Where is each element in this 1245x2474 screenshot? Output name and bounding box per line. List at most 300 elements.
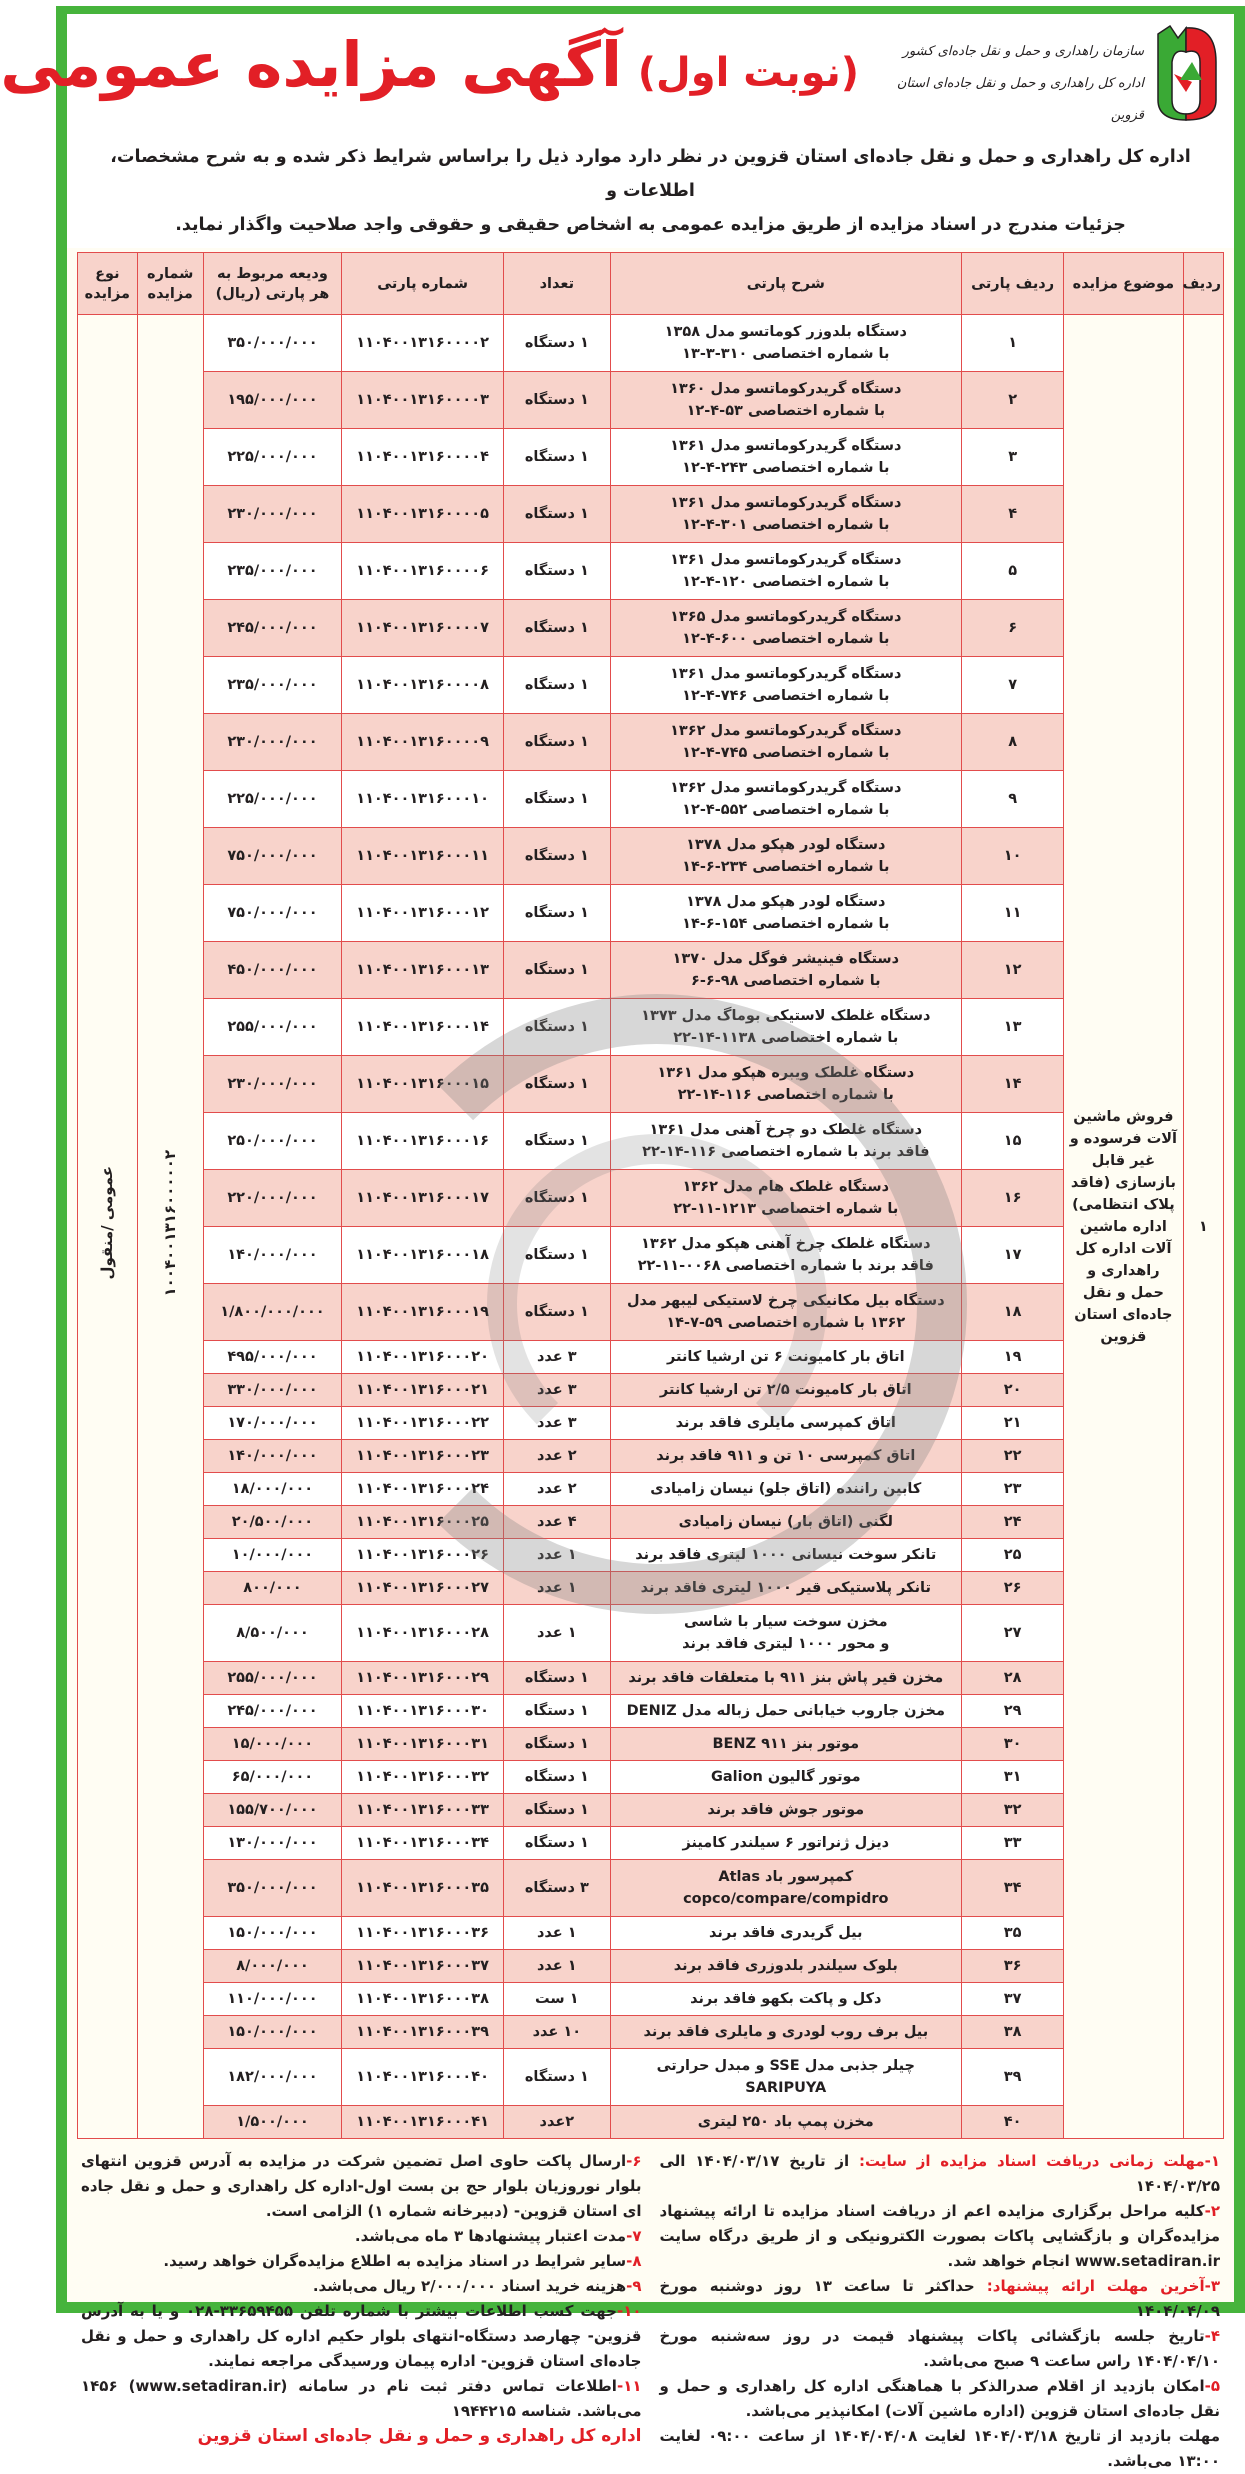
- title-main: آگهی مزایده عمومی: [0, 28, 623, 101]
- lot-row-number: ۵: [962, 543, 1064, 600]
- lot-row-number: ۱۴: [962, 1056, 1064, 1113]
- lot-quantity: ۱ دستگاه: [504, 2049, 611, 2106]
- lot-deposit: ۷۵۰/۰۰۰/۰۰۰: [203, 885, 341, 942]
- lot-deposit: ۲۴۵/۰۰۰/۰۰۰: [203, 1695, 341, 1728]
- lot-description-line-1: دستگاه گریدرکوماتسو مدل ۱۳۶۱: [670, 666, 902, 682]
- lot-number: ۱۱۰۴۰۰۱۳۱۶۰۰۰۰۳: [342, 372, 504, 429]
- lot-description-line-1: دیزل ژنراتور ۶ سیلندر کامینز: [682, 1835, 890, 1851]
- note-text: مدت اعتبار پیشنهادها ۳ ماه می‌باشد.: [354, 2227, 627, 2245]
- col-auction-number: شماره مزایده: [137, 253, 203, 315]
- note-number: ۴-: [1204, 2327, 1220, 2345]
- lot-number: ۱۱۰۴۰۰۱۳۱۶۰۰۰۱۶: [342, 1113, 504, 1170]
- intro-line-1: اداره کل راهداری و حمل و نقل جاده‌ای استان قزوین در نظر دارد موارد ذیل را براساس شرایط ذکر شده و به شرح مشخصات، اطلاعات و: [110, 147, 1191, 201]
- lot-quantity: ۲ عدد: [504, 1473, 611, 1506]
- lot-deposit: ۱۴۰/۰۰۰/۰۰۰: [203, 1440, 341, 1473]
- lot-description: [610, 1860, 961, 1917]
- lot-deposit: ۲۲۵/۰۰۰/۰۰۰: [203, 771, 341, 828]
- lot-description: [610, 1983, 961, 2016]
- org-line-provincial: اداره کل راهداری و حمل و نقل جاده‌ای استان قزوین: [896, 76, 1144, 123]
- lot-row-number: ۲۸: [962, 1662, 1064, 1695]
- lot-description-line-2: با شماره اختصاصی ۱۱۶-۱۴-۲۲: [677, 1087, 894, 1103]
- lot-description-line-1: بیل گریدری فاقد برند: [709, 1925, 863, 1941]
- lot-description-line-2: copco/compare/compidro: [683, 1891, 889, 1907]
- lot-description-line-1: لگنی (اتاق بار) نیسان زامیادی: [678, 1514, 893, 1530]
- lot-deposit: ۲۵۵/۰۰۰/۰۰۰: [203, 999, 341, 1056]
- lot-description: [610, 429, 961, 486]
- lot-description: [610, 1662, 961, 1695]
- lot-description: [610, 1572, 961, 1605]
- lot-description: [610, 771, 961, 828]
- lot-row-number: ۲۹: [962, 1695, 1064, 1728]
- table-row: [78, 714, 1224, 771]
- lot-deposit: ۴۹۵/۰۰۰/۰۰۰: [203, 1341, 341, 1374]
- lot-number: ۱۱۰۴۰۰۱۳۱۶۰۰۰۱۵: [342, 1056, 504, 1113]
- lot-description: [610, 1728, 961, 1761]
- lot-number: ۱۱۰۴۰۰۱۳۱۶۰۰۰۱۸: [342, 1227, 504, 1284]
- lot-row-number: ۱۶: [962, 1170, 1064, 1227]
- table-row: [78, 2049, 1224, 2106]
- lot-number: ۱۱۰۴۰۰۱۳۱۶۰۰۰۲۹: [342, 1662, 504, 1695]
- lot-description: [610, 2016, 961, 2049]
- lot-deposit: ۲۳۰/۰۰۰/۰۰۰: [203, 1056, 341, 1113]
- table-row: [78, 1506, 1224, 1539]
- lot-description-line-1: مخزن سوخت سیار با شاسی: [683, 1614, 888, 1630]
- lot-quantity: ۱ دستگاه: [504, 543, 611, 600]
- condition-note: [660, 2374, 1221, 2424]
- lot-number: ۱۱۰۴۰۰۱۳۱۶۰۰۰۲۵: [342, 1506, 504, 1539]
- lot-quantity: ۱ دستگاه: [504, 1827, 611, 1860]
- lot-deposit: ۱۰/۰۰۰/۰۰۰: [203, 1539, 341, 1572]
- lot-description: [610, 1056, 961, 1113]
- lot-description-line-1: مخزن پمپ باد ۲۵۰ لیتری: [697, 2114, 874, 2130]
- lot-row-number: ۳۳: [962, 1827, 1064, 1860]
- lot-description: [610, 1827, 961, 1860]
- col-description: شرح پارتی: [610, 253, 961, 315]
- lot-quantity: ۱ عدد: [504, 1572, 611, 1605]
- table-row: [78, 1860, 1224, 1917]
- table-row: [78, 1341, 1224, 1374]
- note-text: از تاریخ ۱۴۰۴/۰۳/۱۷ الی ۱۴۰۴/۰۳/۲۵: [659, 2152, 1220, 2195]
- lot-description-line-2: فاقد برند با شماره اختصاصی ۱۱۶-۱۴-۲۲: [642, 1144, 930, 1160]
- lot-deposit: ۳۵۰/۰۰۰/۰۰۰: [203, 1860, 341, 1917]
- rmto-logo-icon: [1152, 22, 1220, 122]
- lot-row-number: ۳۹: [962, 2049, 1064, 2106]
- lot-row-number: ۱۳: [962, 999, 1064, 1056]
- lot-row-number: ۸: [962, 714, 1064, 771]
- table-row: [78, 1728, 1224, 1761]
- lot-description-line-2: با شماره اختصاصی ۲۳۴-۶-۱۴: [682, 859, 890, 875]
- lot-row-number: ۱۹: [962, 1341, 1064, 1374]
- table-row: [78, 1605, 1224, 1662]
- col-subject: موضوع مزایده: [1064, 253, 1183, 315]
- notice-footer: [67, 2139, 1234, 2474]
- note-text: امکان بازدید از اقلام صدرالذکر با هماهنگی اداره کل راهداری و حمل و نقل جاده‌ای استان قزوین (اداره ماشین آلات) امکانپذیر می‌باشد.: [659, 2377, 1220, 2420]
- lot-number: ۱۱۰۴۰۰۱۳۱۶۰۰۰۱۰: [342, 771, 504, 828]
- lot-deposit: ۲۳۵/۰۰۰/۰۰۰: [203, 543, 341, 600]
- lot-number: ۱۱۰۴۰۰۱۳۱۶۰۰۰۲۸: [342, 1605, 504, 1662]
- lot-description-line-1: دستگاه گریدرکوماتسو مدل ۱۳۶۰: [670, 381, 902, 397]
- lot-description-line-1: دستگاه گریدرکوماتسو مدل ۱۳۶۲: [670, 780, 902, 796]
- lot-number: ۱۱۰۴۰۰۱۳۱۶۰۰۰۳۲: [342, 1761, 504, 1794]
- lot-description: [610, 2049, 961, 2106]
- lot-number: ۱۱۰۴۰۰۱۳۱۶۰۰۰۰۲: [342, 315, 504, 372]
- lot-description-line-1: اتاق بار کامیونت ۶ تن ارشیا کانتر: [667, 1349, 905, 1365]
- lot-quantity: ۱ دستگاه: [504, 771, 611, 828]
- lot-description-line-1: موتور گالیون Galion: [710, 1769, 861, 1785]
- lots-table: [77, 252, 1224, 2139]
- lot-description: [610, 999, 961, 1056]
- lot-row-number: ۲۲: [962, 1440, 1064, 1473]
- table-row: [78, 543, 1224, 600]
- table-row: [78, 1440, 1224, 1473]
- lot-description-line-1: دستگاه بلدوزر کوماتسو مدل ۱۳۵۸: [664, 324, 907, 340]
- col-deposit: ودیعه مربوط به هر پارتی (ریال): [203, 253, 341, 315]
- table-row: [78, 1950, 1224, 1983]
- lot-deposit: ۱۷۰/۰۰۰/۰۰۰: [203, 1407, 341, 1440]
- lot-deposit: ۱/۸۰۰/۰۰۰/۰۰۰: [203, 1284, 341, 1341]
- lot-description-line-1: دستگاه غلطک دو چرخ آهنی مدل ۱۳۶۱: [649, 1122, 923, 1138]
- lot-description: [610, 543, 961, 600]
- lot-description: [610, 1539, 961, 1572]
- lot-description: [610, 372, 961, 429]
- lot-number: ۱۱۰۴۰۰۱۳۱۶۰۰۰۲۷: [342, 1572, 504, 1605]
- lot-deposit: ۱/۵۰۰/۰۰۰: [203, 2106, 341, 2139]
- lot-description: [610, 600, 961, 657]
- table-row: [78, 657, 1224, 714]
- auction-subject: فروش ماشین آلات فرسوده و غیر قابل بازسازی (فاقد پلاک انتظامی) اداره ماشین آلات اداره کل راهداری و حمل و نقل جاده‌ای استان قزوین: [1069, 1108, 1178, 1345]
- lot-description-line-1: دستگاه غلطک چرخ آهنی هپکو مدل ۱۳۶۲: [641, 1236, 931, 1252]
- table-row: [78, 1539, 1224, 1572]
- lot-deposit: ۱۸۲/۰۰۰/۰۰۰: [203, 2049, 341, 2106]
- lot-description: [610, 942, 961, 999]
- note-number: ۱-: [1204, 2152, 1220, 2170]
- lot-description: [610, 1170, 961, 1227]
- condition-note: [81, 2299, 642, 2374]
- lot-description-line-1: بیل برف روب لودری و مایلری فاقد برند: [643, 2024, 929, 2040]
- lot-number: ۱۱۰۴۰۰۱۳۱۶۰۰۰۳۷: [342, 1950, 504, 1983]
- lot-quantity: ۱ عدد: [504, 1917, 611, 1950]
- lot-number: ۱۱۰۴۰۰۱۳۱۶۰۰۰۰۶: [342, 543, 504, 600]
- lot-deposit: ۱۱۰/۰۰۰/۰۰۰: [203, 1983, 341, 2016]
- lot-description-line-2: و محور ۱۰۰۰ لیتری فاقد برند: [682, 1636, 890, 1652]
- lot-row-number: ۱۱: [962, 885, 1064, 942]
- lot-quantity: ۱ دستگاه: [504, 1695, 611, 1728]
- auction-notice: [0, 6, 1245, 2470]
- lot-quantity: ۲عدد: [504, 2106, 611, 2139]
- table-row: [78, 1983, 1224, 2016]
- table-row: [78, 828, 1224, 885]
- lot-description: [610, 1794, 961, 1827]
- lot-number: ۱۱۰۴۰۰۱۳۱۶۰۰۰۱۹: [342, 1284, 504, 1341]
- note-text: اطلاعات تماس دفتر ثبت نام در سامانه (www.setadiran.ir) ۱۴۵۶ می‌باشد. شناسه ۱۹۴۴۲۱۵: [81, 2377, 642, 2420]
- lot-quantity: ۱ دستگاه: [504, 1662, 611, 1695]
- lot-deposit: ۲۳۰/۰۰۰/۰۰۰: [203, 486, 341, 543]
- lot-quantity: ۳ عدد: [504, 1341, 611, 1374]
- note-text: جهت کسب اطلاعات بیشتر با شماره تلفن ۳۳۶۵۹۴۵۵-۰۲۸ و یا به آدرس قزوین- چهارصد دستگاه-انتهای بلوار حکیم اداره کل راهداری و حمل و نقل جاده‌ای استان قزوین- اداره پیمان ورسیدگی مراجعه نمایند.: [81, 2302, 642, 2370]
- note-number: ۵-: [1204, 2377, 1220, 2395]
- lot-deposit: ۲۲۰/۰۰۰/۰۰۰: [203, 1170, 341, 1227]
- condition-note: [660, 2199, 1221, 2274]
- lot-description: [610, 1374, 961, 1407]
- table-row: [78, 771, 1224, 828]
- lot-description: [610, 1605, 961, 1662]
- lot-description-line-2: با شماره اختصاصی ۶۰۰-۴-۱۲: [682, 631, 890, 647]
- table-row: [78, 2016, 1224, 2049]
- lot-description: [610, 2106, 961, 2139]
- lot-description-line-1: مخزن جاروب خیابانی حمل زباله مدل DENIZ: [626, 1703, 945, 1719]
- lot-description: [610, 1950, 961, 1983]
- lot-quantity: ۱ دستگاه: [504, 999, 611, 1056]
- auction-number: ۱۰۰۴۰۰۱۳۱۶۰۰۰۰۰۲: [161, 1149, 180, 1297]
- lot-row-number: ۳۰: [962, 1728, 1064, 1761]
- auction-type-cell: [78, 315, 138, 2139]
- note-text: حداکثر تا ساعت ۱۳ روز دوشنبه مورخ ۱۴۰۴/۰۴/۰۹: [659, 2277, 1220, 2320]
- lot-row-number: ۱: [962, 315, 1064, 372]
- lot-number: ۱۱۰۴۰۰۱۳۱۶۰۰۰۳۹: [342, 2016, 504, 2049]
- lot-deposit: ۳۵۰/۰۰۰/۰۰۰: [203, 315, 341, 372]
- lot-quantity: ۱ دستگاه: [504, 1284, 611, 1341]
- organization-names: [884, 36, 1144, 132]
- lot-row-number: ۳: [962, 429, 1064, 486]
- note-number: ۱۱-: [616, 2377, 642, 2395]
- lot-description: [610, 1917, 961, 1950]
- lot-description-line-1: دستگاه گریدرکوماتسو مدل ۱۳۶۲: [670, 723, 902, 739]
- lot-number: ۱۱۰۴۰۰۱۳۱۶۰۰۰۲۳: [342, 1440, 504, 1473]
- lot-description-line-1: دستگاه گریدرکوماتسو مدل ۱۳۶۱: [670, 438, 902, 454]
- lot-quantity: ۱ دستگاه: [504, 714, 611, 771]
- lot-row-number: ۳۸: [962, 2016, 1064, 2049]
- lot-row-number: ۱۷: [962, 1227, 1064, 1284]
- condition-note: [660, 2424, 1221, 2474]
- lot-deposit: ۲۰/۵۰۰/۰۰۰: [203, 1506, 341, 1539]
- lot-row-number: ۱۵: [962, 1113, 1064, 1170]
- lot-number: ۱۱۰۴۰۰۱۳۱۶۰۰۰۰۴: [342, 429, 504, 486]
- signoff-organization: اداره کل راهداری و حمل و نقل جاده‌ای استان قزوین: [197, 2426, 642, 2446]
- lot-quantity: ۱ دستگاه: [504, 1728, 611, 1761]
- note-label: مهلت زمانی دریافت اسناد مزایده از سایت:: [859, 2152, 1205, 2170]
- lot-description-line-1: کمپرسور باد Atlas: [718, 1869, 854, 1885]
- condition-note: [660, 2274, 1221, 2324]
- table-header-row: [78, 253, 1224, 315]
- lot-deposit: ۲۲۵/۰۰۰/۰۰۰: [203, 429, 341, 486]
- note-text: سایر شرایط در اسناد مزایده به اطلاع مزایده‌گران خواهد رسید.: [163, 2252, 627, 2270]
- lot-quantity: ۱ دستگاه: [504, 1761, 611, 1794]
- note-number: ۳-: [1204, 2277, 1221, 2295]
- lot-description: [610, 1227, 961, 1284]
- lot-row-number: ۲: [962, 372, 1064, 429]
- lot-description-line-1: تانکر پلاستیکی قیر ۱۰۰۰ لیتری فاقد برند: [640, 1580, 931, 1596]
- lot-quantity: ۱ دستگاه: [504, 657, 611, 714]
- col-lot-row: ردیف پارتی: [962, 253, 1064, 315]
- table-row: [78, 1761, 1224, 1794]
- lot-number: ۱۱۰۴۰۰۱۳۱۶۰۰۰۱۷: [342, 1170, 504, 1227]
- table-row: [78, 486, 1224, 543]
- lot-deposit: ۱۳۰/۰۰۰/۰۰۰: [203, 1827, 341, 1860]
- lot-description-line-1: اتاق بار کامیونت ۲/۵ تن ارشیا کانتر: [659, 1382, 912, 1398]
- lot-description-line-1: دستگاه گریدرکوماتسو مدل ۱۳۶۵: [670, 609, 902, 625]
- col-quantity: تعداد: [504, 253, 611, 315]
- table-row: [78, 1827, 1224, 1860]
- lot-number: ۱۱۰۴۰۰۱۳۱۶۰۰۰۲۲: [342, 1407, 504, 1440]
- lot-description-line-1: بلوک سیلندر بلدوزری فاقد برند: [673, 1958, 898, 1974]
- lot-description-line-1: اتاق کمپرسی ۱۰ تن و ۹۱۱ فاقد برند: [656, 1448, 916, 1464]
- lot-description-line-1: موتور بنز ۹۱۱ BENZ: [712, 1736, 860, 1752]
- notice-header: [0, 14, 1234, 136]
- lot-description-line-1: تانکر سوخت نیسانی ۱۰۰۰ لیتری فاقد برند: [635, 1547, 937, 1563]
- lot-deposit: ۴۵۰/۰۰۰/۰۰۰: [203, 942, 341, 999]
- table-row: [78, 1572, 1224, 1605]
- note-number: ۷-: [626, 2227, 642, 2245]
- lot-deposit: ۱۹۵/۰۰۰/۰۰۰: [203, 372, 341, 429]
- table-row: [78, 315, 1224, 372]
- lot-row-number: ۷: [962, 657, 1064, 714]
- lot-description-line-2: با شماره اختصاصی ۵۵۲-۴-۱۲: [682, 802, 890, 818]
- condition-note: [660, 2149, 1221, 2199]
- lot-deposit: ۱۵۵/۷۰۰/۰۰۰: [203, 1794, 341, 1827]
- lot-row-number: ۳۱: [962, 1761, 1064, 1794]
- lot-quantity: ۱ دستگاه: [504, 885, 611, 942]
- lot-quantity: ۴ عدد: [504, 1506, 611, 1539]
- lot-number: ۱۱۰۴۰۰۱۳۱۶۰۰۰۰۷: [342, 600, 504, 657]
- lot-quantity: ۱ عدد: [504, 1539, 611, 1572]
- lot-row-number: ۴: [962, 486, 1064, 543]
- lot-description-line-2: با شماره اختصاصی ۵۳-۴-۱۲: [686, 403, 886, 419]
- lot-row-number: ۱۲: [962, 942, 1064, 999]
- lot-quantity: ۱ دستگاه: [504, 315, 611, 372]
- lot-description-line-1: دستگاه گریدرکوماتسو مدل ۱۳۶۱: [670, 495, 902, 511]
- note-number: ۱۰-: [616, 2302, 642, 2320]
- lot-row-number: ۲۵: [962, 1539, 1064, 1572]
- lot-description-line-1: دستگاه غلطک ویبره هپکو مدل ۱۳۶۱: [657, 1065, 915, 1081]
- lot-deposit: ۸/۵۰۰/۰۰۰: [203, 1605, 341, 1662]
- lot-row-number: ۳۲: [962, 1794, 1064, 1827]
- lot-number: ۱۱۰۴۰۰۱۳۱۶۰۰۰۱۳: [342, 942, 504, 999]
- lot-number: ۱۱۰۴۰۰۱۳۱۶۰۰۰۲۱: [342, 1374, 504, 1407]
- lot-row-number: ۳۴: [962, 1860, 1064, 1917]
- lot-description-line-2: ۱۳۶۲ با شماره اختصاصی ۵۹-۷-۱۴: [666, 1315, 906, 1331]
- condition-note: [81, 2224, 642, 2249]
- col-lot-number: شماره پارتی: [342, 253, 504, 315]
- lot-description: [610, 1695, 961, 1728]
- lot-deposit: ۲۵۰/۰۰۰/۰۰۰: [203, 1113, 341, 1170]
- lot-description-line-2: با شماره اختصاصی ۷۴۶-۴-۱۲: [682, 688, 890, 704]
- lot-description: [610, 315, 961, 372]
- lot-row-number: ۳۷: [962, 1983, 1064, 2016]
- col-row: ردیف: [1183, 253, 1223, 315]
- note-number: ۸-: [626, 2252, 642, 2270]
- lot-number: ۱۱۰۴۰۰۱۳۱۶۰۰۰۳۸: [342, 1983, 504, 2016]
- lot-description-line-2: با شماره اختصاصی ۱۵۴-۶-۱۴: [682, 916, 890, 932]
- lot-deposit: ۸۰۰/۰۰۰: [203, 1572, 341, 1605]
- auction-subject-cell: [1064, 315, 1183, 2139]
- lot-quantity: ۱۰ عدد: [504, 2016, 611, 2049]
- condition-note: [81, 2374, 642, 2424]
- lot-description: [610, 1506, 961, 1539]
- lot-number: ۱۱۰۴۰۰۱۳۱۶۰۰۰۴۱: [342, 2106, 504, 2139]
- lot-description-line-2: با شماره اختصاصی ۲۴۳-۴-۱۲: [682, 460, 890, 476]
- lot-description-line-1: دستگاه گریدرکوماتسو مدل ۱۳۶۱: [670, 552, 902, 568]
- lot-row-number: ۲۴: [962, 1506, 1064, 1539]
- lot-row-number: ۲۱: [962, 1407, 1064, 1440]
- lot-number: ۱۱۰۴۰۰۱۳۱۶۰۰۰۳۴: [342, 1827, 504, 1860]
- lot-deposit: ۱۵۰/۰۰۰/۰۰۰: [203, 2016, 341, 2049]
- lot-number: ۱۱۰۴۰۰۱۳۱۶۰۰۰۱۴: [342, 999, 504, 1056]
- lot-quantity: ۱ دستگاه: [504, 1113, 611, 1170]
- lot-quantity: ۱ عدد: [504, 1950, 611, 1983]
- lot-description-line-1: موتور جوش فاقد برند: [707, 1802, 865, 1818]
- lot-quantity: ۱ دستگاه: [504, 828, 611, 885]
- lot-quantity: ۱ دستگاه: [504, 1794, 611, 1827]
- lot-number: ۱۱۰۴۰۰۱۳۱۶۰۰۰۳۶: [342, 1917, 504, 1950]
- lot-deposit: ۲۵۵/۰۰۰/۰۰۰: [203, 1662, 341, 1695]
- lot-deposit: ۶۵/۰۰۰/۰۰۰: [203, 1761, 341, 1794]
- lot-deposit: ۸/۰۰۰/۰۰۰: [203, 1950, 341, 1983]
- table-row: [78, 999, 1224, 1056]
- lot-description: [610, 714, 961, 771]
- lot-quantity: ۱ دستگاه: [504, 1056, 611, 1113]
- lot-description-line-1: دستگاه غلطک هام مدل ۱۳۶۲: [682, 1179, 890, 1195]
- lot-quantity: ۱ عدد: [504, 1605, 611, 1662]
- condition-note: [81, 2274, 642, 2299]
- lot-description: [610, 657, 961, 714]
- note-number: ۲-: [1204, 2202, 1220, 2220]
- lot-number: ۱۱۰۴۰۰۱۳۱۶۰۰۰۰۸: [342, 657, 504, 714]
- condition-note: [81, 2149, 642, 2224]
- table-row: [78, 1284, 1224, 1341]
- lot-number: ۱۱۰۴۰۰۱۳۱۶۰۰۰۳۱: [342, 1728, 504, 1761]
- lot-description-line-2: با شماره اختصاصی ۳۱۰-۳-۱۳: [682, 346, 890, 362]
- lot-number: ۱۱۰۴۰۰۱۳۱۶۰۰۰۰۵: [342, 486, 504, 543]
- condition-note: [660, 2324, 1221, 2374]
- lot-quantity: ۱ دستگاه: [504, 1227, 611, 1284]
- lot-description-line-1: مخزن قیر پاش بنز ۹۱۱ با متعلقات فاقد برند: [628, 1670, 944, 1686]
- table-row: [78, 1374, 1224, 1407]
- lot-row-number: ۲۶: [962, 1572, 1064, 1605]
- intro-line-2: جزئیات مندرج در اسناد مزایده از طریق مزایده عمومی به اشخاص حقیقی و حقوقی واجد صلاحیت واگذار نماید.: [175, 215, 1126, 235]
- table-row: [78, 942, 1224, 999]
- auction-number-cell: [137, 315, 203, 2139]
- lot-row-number: ۲۳: [962, 1473, 1064, 1506]
- lot-deposit: ۱۵۰/۰۰۰/۰۰۰: [203, 1917, 341, 1950]
- lot-description-line-1: اتاق کمپرسی مایلری فاقد برند: [675, 1415, 896, 1431]
- lot-quantity: ۱ دستگاه: [504, 486, 611, 543]
- lot-description: [610, 1341, 961, 1374]
- lot-row-number: ۳۵: [962, 1917, 1064, 1950]
- lot-row-number: ۴۰: [962, 2106, 1064, 2139]
- table-row: [78, 1917, 1224, 1950]
- table-row: [78, 1794, 1224, 1827]
- note-text: تاریخ جلسه بازگشائی پاکات پیشنهاد قیمت در روز سه‌شنبه مورخ ۱۴۰۴/۰۴/۱۰ راس ساعت ۹ صبح می‌باشد.: [659, 2327, 1220, 2370]
- lot-description-line-1: چیلر جذبی مدل SSE و مبدل حرارتی: [656, 2058, 915, 2074]
- lot-description-line-2: با شماره اختصاصی ۱۲۱۳-۱۱-۲۲: [673, 1201, 899, 1217]
- lot-deposit: ۱۴۰/۰۰۰/۰۰۰: [203, 1227, 341, 1284]
- lot-quantity: ۱ دستگاه: [504, 372, 611, 429]
- lot-description-line-1: دکل و پاکت بکهو فاقد برند: [690, 1991, 882, 2007]
- lot-deposit: ۲۳۰/۰۰۰/۰۰۰: [203, 714, 341, 771]
- lot-description-line-2: با شماره اختصاصی ۷۴۵-۴-۱۲: [682, 745, 890, 761]
- lot-description: [610, 828, 961, 885]
- lot-number: ۱۱۰۴۰۰۱۳۱۶۰۰۰۱۲: [342, 885, 504, 942]
- lot-deposit: ۳۳۰/۰۰۰/۰۰۰: [203, 1374, 341, 1407]
- lot-description: [610, 1473, 961, 1506]
- lot-description-line-2: با شماره اختصاصی ۱۱۳۸-۱۴-۲۲: [673, 1030, 899, 1046]
- table-row: [78, 2106, 1224, 2139]
- lot-number: ۱۱۰۴۰۰۱۳۱۶۰۰۰۲۶: [342, 1539, 504, 1572]
- note-text: کلیه مراحل برگزاری مزایده اعم از دریافت اسناد مزایده تا ارائه پیشنهاد مزایده‌گران و بازگشایی پاکات بصورت الکترونیکی و از طریق درگاه سایت www.setadiran.ir انجام خواهد شد.: [659, 2202, 1220, 2270]
- lot-row-number: ۹: [962, 771, 1064, 828]
- table-row: [78, 1056, 1224, 1113]
- lot-description-line-2: SARIPUYA: [745, 2080, 827, 2096]
